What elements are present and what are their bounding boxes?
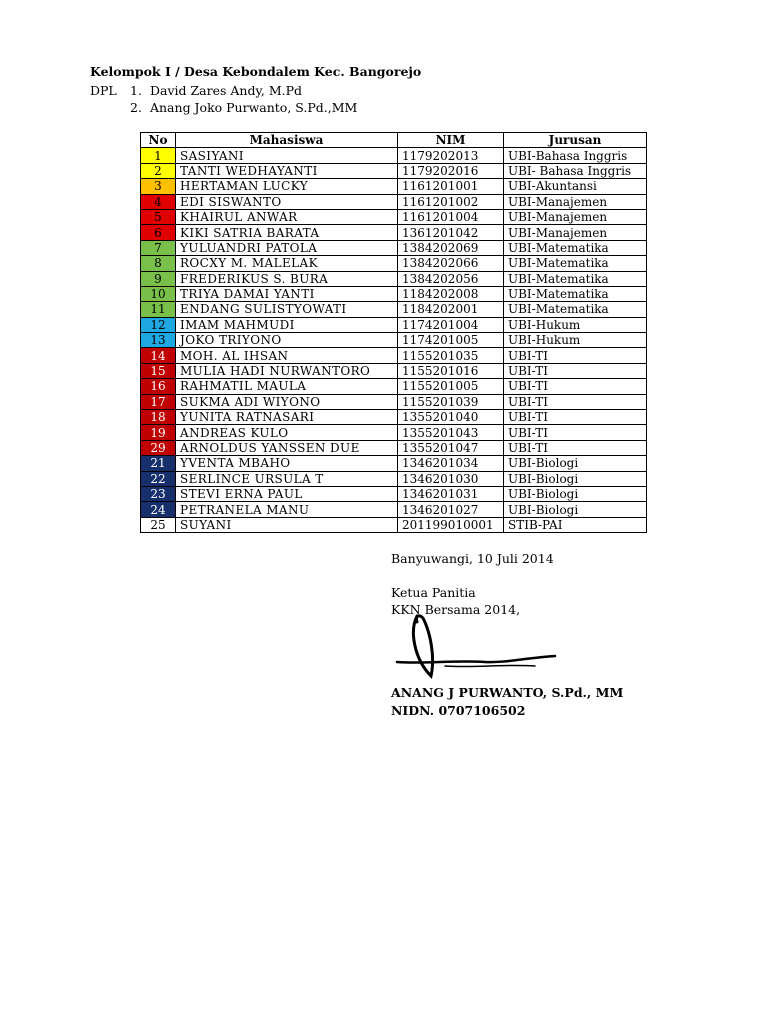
table-header-row (141, 133, 647, 148)
header-nim: NIM (398, 133, 504, 148)
student-major: UBI-Biologi (504, 502, 647, 517)
row-number: 18 (141, 410, 176, 425)
student-nim: 1384202069 (398, 240, 504, 255)
supervisor-row (90, 99, 357, 116)
table-row (141, 148, 647, 163)
student-nim: 1184202001 (398, 302, 504, 317)
row-number: 22 (141, 471, 176, 486)
row-number: 21 (141, 456, 176, 471)
student-major: UBI-TI (504, 394, 647, 409)
student-nim: 1161201002 (398, 194, 504, 209)
row-number: 12 (141, 317, 176, 332)
supervisor-name: David Zares Andy, M.Pd (149, 83, 303, 98)
row-number: 6 (141, 225, 176, 240)
row-number: 19 (141, 425, 176, 440)
student-major: UBI-TI (504, 425, 647, 440)
student-name: SERLINCE URSULA T (176, 471, 398, 486)
student-nim: 1155201039 (398, 394, 504, 409)
student-nim: 1161201001 (398, 179, 504, 194)
student-nim: 1355201040 (398, 410, 504, 425)
row-number: 29 (141, 440, 176, 455)
student-major: UBI- Bahasa Inggris (504, 163, 647, 178)
table-row (141, 209, 647, 224)
table-row (141, 240, 647, 255)
row-number: 23 (141, 486, 176, 501)
student-major: UBI-Manajemen (504, 194, 647, 209)
supervisor-row (90, 82, 357, 99)
signer-id: NIDN. 0707106502 (391, 703, 526, 718)
student-major: UBI-Matematika (504, 302, 647, 317)
student-name: ENDANG SULISTYOWATI (176, 302, 398, 317)
student-nim: 1346201031 (398, 486, 504, 501)
header-no: No (141, 133, 176, 148)
student-major: UBI-Matematika (504, 286, 647, 301)
signer-name: ANANG J PURWANTO, S.Pd., MM (391, 685, 624, 700)
table-row (141, 271, 647, 286)
student-nim: 1361201042 (398, 225, 504, 240)
student-name: SUKMA ADI WIYONO (176, 394, 398, 409)
student-nim: 201199010001 (398, 517, 504, 532)
table-row (141, 163, 647, 178)
header-major: Jurusan (504, 133, 647, 148)
student-table (140, 132, 647, 533)
student-name: JOKO TRIYONO (176, 333, 398, 348)
student-major: UBI-Akuntansi (504, 179, 647, 194)
student-name: MOH. AL IHSAN (176, 348, 398, 363)
student-major: UBI-TI (504, 363, 647, 378)
student-major: UBI-Manajemen (504, 225, 647, 240)
row-number: 11 (141, 302, 176, 317)
student-nim: 1346201034 (398, 456, 504, 471)
student-name: KIKI SATRIA BARATA (176, 225, 398, 240)
supervisor-name: Anang Joko Purwanto, S.Pd.,MM (149, 100, 358, 115)
student-name: YUNITA RATNASARI (176, 410, 398, 425)
student-name: ROCXY M. MALELAK (176, 256, 398, 271)
student-nim: 1355201047 (398, 440, 504, 455)
student-nim: 1174201005 (398, 333, 504, 348)
student-nim: 1384202066 (398, 256, 504, 271)
student-name: TRIYA DAMAI YANTI (176, 286, 398, 301)
supervisor-number: 1. (130, 83, 142, 98)
student-nim: 1346201030 (398, 471, 504, 486)
table-row (141, 456, 647, 471)
row-number: 14 (141, 348, 176, 363)
row-number: 8 (141, 256, 176, 271)
row-number: 25 (141, 517, 176, 532)
signer-org: KKN Bersama 2014, (391, 602, 521, 617)
student-nim: 1155201005 (398, 379, 504, 394)
student-name: ARNOLDUS YANSSEN DUE (176, 440, 398, 455)
student-name: ANDREAS KULO (176, 425, 398, 440)
student-name: YULUANDRI PATOLA (176, 240, 398, 255)
student-major: UBI-TI (504, 379, 647, 394)
table-row (141, 486, 647, 501)
student-major: UBI-Biologi (504, 456, 647, 471)
table-row (141, 333, 647, 348)
table-row (141, 394, 647, 409)
student-major: UBI-Biologi (504, 471, 647, 486)
table-row (141, 363, 647, 378)
table-row (141, 194, 647, 209)
row-number: 13 (141, 333, 176, 348)
row-number: 17 (141, 394, 176, 409)
row-number: 9 (141, 271, 176, 286)
student-major: UBI-Matematika (504, 271, 647, 286)
student-name: FREDERIKUS S. BURA (176, 271, 398, 286)
table-row (141, 379, 647, 394)
table-row (141, 410, 647, 425)
student-name: RAHMATIL MAULA (176, 379, 398, 394)
student-name: EDI SISWANTO (176, 194, 398, 209)
table-row (141, 471, 647, 486)
signature-block (391, 550, 554, 618)
table-row (141, 286, 647, 301)
student-major: UBI-TI (504, 410, 647, 425)
header-student: Mahasiswa (176, 133, 398, 148)
student-major: UBI-Hukum (504, 317, 647, 332)
student-nim: 1155201035 (398, 348, 504, 363)
student-major: UBI-TI (504, 348, 647, 363)
student-nim: 1384202056 (398, 271, 504, 286)
table-row (141, 425, 647, 440)
table-row (141, 302, 647, 317)
student-nim: 1174201004 (398, 317, 504, 332)
student-name: STEVI ERNA PAUL (176, 486, 398, 501)
supervisor-list (90, 82, 357, 116)
student-nim: 1355201043 (398, 425, 504, 440)
table-row (141, 256, 647, 271)
student-major: UBI-Bahasa Inggris (504, 148, 647, 163)
student-name: MULIA HADI NURWANTORO (176, 363, 398, 378)
place-date: Banyuwangi, 10 Juli 2014 (391, 551, 554, 566)
table-row (141, 348, 647, 363)
student-major: UBI-Hukum (504, 333, 647, 348)
row-number: 7 (141, 240, 176, 255)
student-name: SUYANI (176, 517, 398, 532)
row-number: 5 (141, 209, 176, 224)
student-major: UBI-Matematika (504, 256, 647, 271)
document-title: Kelompok I / Desa Kebondalem Kec. Bangorejo (90, 64, 422, 79)
table-row (141, 225, 647, 240)
signer-role: Ketua Panitia (391, 585, 476, 600)
student-name: HERTAMAN LUCKY (176, 179, 398, 194)
dpl-label: DPL (90, 83, 117, 98)
student-major: UBI-Biologi (504, 486, 647, 501)
student-name: TANTI WEDHAYANTI (176, 163, 398, 178)
table-row (141, 179, 647, 194)
student-nim: 1346201027 (398, 502, 504, 517)
student-nim: 1184202008 (398, 286, 504, 301)
handwritten-signature (395, 612, 565, 682)
table-row (141, 317, 647, 332)
row-number: 15 (141, 363, 176, 378)
student-name: PETRANELA MANU (176, 502, 398, 517)
student-name: KHAIRUL ANWAR (176, 209, 398, 224)
student-major: UBI-Matematika (504, 240, 647, 255)
student-major: STIB-PAI (504, 517, 647, 532)
supervisor-number: 2. (130, 100, 142, 115)
table-row (141, 502, 647, 517)
table-row (141, 517, 647, 532)
row-number: 16 (141, 379, 176, 394)
row-number: 24 (141, 502, 176, 517)
student-name: YVENTA MBAHO (176, 456, 398, 471)
row-number: 10 (141, 286, 176, 301)
student-major: UBI-Manajemen (504, 209, 647, 224)
student-name: SASIYANI (176, 148, 398, 163)
student-nim: 1179202013 (398, 148, 504, 163)
student-nim: 1155201016 (398, 363, 504, 378)
student-nim: 1179202016 (398, 163, 504, 178)
row-number: 3 (141, 179, 176, 194)
table-row (141, 440, 647, 455)
student-major: UBI-TI (504, 440, 647, 455)
row-number: 1 (141, 148, 176, 163)
student-nim: 1161201004 (398, 209, 504, 224)
signer-block (391, 684, 623, 720)
student-name: IMAM MAHMUDI (176, 317, 398, 332)
row-number: 4 (141, 194, 176, 209)
row-number: 2 (141, 163, 176, 178)
